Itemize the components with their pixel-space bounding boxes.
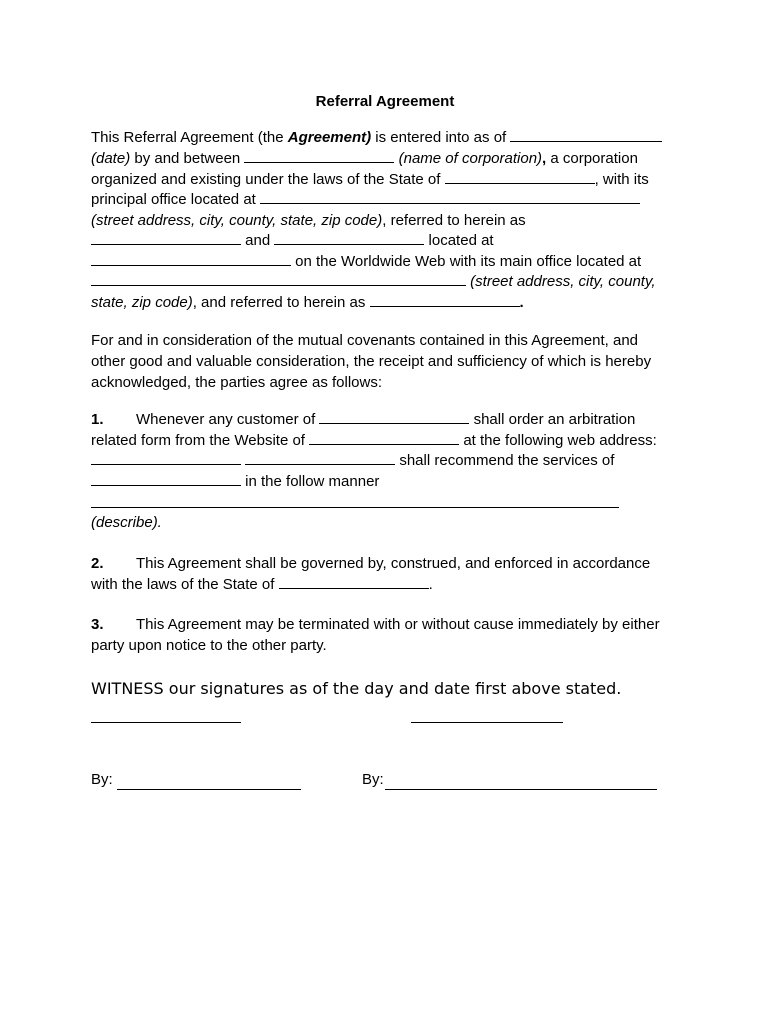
signature-line-right[interactable]	[411, 722, 563, 723]
intro-line-8	[91, 272, 656, 292]
clause1-line-3	[91, 451, 614, 471]
intro-text: is entered into as of	[371, 129, 511, 146]
clause1-line-2	[91, 431, 657, 451]
intro-text: on the Worldwide Web with its main office located at	[291, 253, 642, 270]
state-blank[interactable]	[445, 170, 595, 184]
clause2-line-2	[91, 575, 433, 595]
intro-text: a corporation	[546, 150, 638, 167]
address-hint: (street address, city, county,	[466, 273, 656, 290]
intro-text: , with its	[594, 171, 649, 188]
intro-comma: ,	[542, 150, 547, 167]
clause-text: with the laws of the State of	[91, 576, 279, 593]
address-hint: state, zip code)	[91, 294, 193, 311]
consideration-line-3: acknowledged, the parties agree as follows:	[91, 374, 383, 391]
clause-text: at the following web address:	[459, 432, 657, 449]
consideration-line-1: For and in consideration of the mutual covenants contained in this Agreement, and	[91, 332, 639, 349]
intro-text: principal office located at	[91, 191, 260, 208]
date-hint: (date)	[91, 150, 131, 167]
consideration-line-2: other good and valuable consideration, the receipt and sufficiency of which is hereby	[91, 353, 652, 370]
main-office-blank[interactable]	[91, 272, 466, 286]
clause2-number: 2.	[91, 555, 104, 572]
clause-text: in the follow manner	[241, 473, 380, 490]
website-of-blank[interactable]	[309, 431, 459, 445]
intro-period: .	[519, 294, 524, 311]
intro-line-4	[91, 190, 640, 210]
by-line-right[interactable]	[385, 789, 657, 790]
clause-text: shall recommend the services of	[395, 452, 615, 469]
intro-text: by and between	[130, 150, 245, 167]
customer-of-blank[interactable]	[319, 410, 469, 424]
referred-name-blank-1[interactable]	[91, 231, 241, 245]
intro-line-1	[91, 128, 662, 148]
clause1-line-6	[91, 513, 162, 533]
clause-text: shall order an arbitration	[469, 411, 636, 428]
date-blank[interactable]	[510, 128, 662, 142]
intro-text: , referred to herein as	[382, 212, 526, 229]
address-hint: (street address, city, county, state, zip code)	[91, 212, 383, 229]
manner-description-blank[interactable]	[91, 494, 619, 508]
clause3-line-2: party upon notice to the other party.	[91, 637, 327, 654]
clause-text: Whenever any customer of	[136, 411, 320, 428]
principal-office-blank[interactable]	[260, 190, 640, 204]
intro-text: located at	[424, 232, 494, 249]
by-line-left[interactable]	[117, 789, 301, 790]
clause1-line-4	[91, 472, 379, 492]
corporation-hint: (name of corporation)	[398, 150, 543, 167]
describe-hint: (describe).	[91, 514, 162, 531]
clause3-number: 3.	[91, 616, 104, 633]
by-label-left: By:	[91, 771, 113, 788]
recommender-blank[interactable]	[245, 451, 395, 465]
agreement-term: Agreement)	[287, 129, 372, 146]
signature-line-left[interactable]	[91, 722, 241, 723]
intro-line-7	[91, 252, 641, 272]
clause-text: .	[428, 576, 433, 593]
intro-line-6	[91, 231, 494, 251]
clause1-line-1	[91, 410, 635, 430]
intro-line-2	[91, 149, 638, 169]
referred-name-blank-2[interactable]	[274, 231, 424, 245]
witness-statement: WITNESS our signatures as of the day and date first above stated.	[91, 679, 622, 698]
by-label-right: By:	[362, 771, 384, 788]
document-title: Referral Agreement	[315, 93, 455, 110]
intro-text: and	[241, 232, 275, 249]
web-address-blank[interactable]	[91, 451, 241, 465]
clause3-line-1	[91, 615, 660, 635]
intro-line-5	[91, 211, 526, 231]
intro-line-9	[91, 293, 524, 313]
clause-text: This Agreement may be terminated with or without cause immediately by either	[136, 616, 660, 633]
governing-state-blank[interactable]	[279, 575, 429, 589]
clause-text: related form from the Website of	[91, 432, 310, 449]
clause1-line-5	[91, 494, 619, 514]
clause1-number: 1.	[91, 411, 104, 428]
services-of-blank[interactable]	[91, 472, 241, 486]
clause-text: This Agreement shall be governed by, construed, and enforced in accordance	[136, 555, 651, 572]
intro-text: This Referral Agreement (the	[91, 129, 288, 146]
clause2-line-1	[91, 554, 650, 574]
intro-text: organized and existing under the laws of the State of	[91, 171, 445, 188]
intro-line-3	[91, 170, 649, 190]
corporation-name-blank[interactable]	[244, 149, 394, 163]
intro-text: , and referred to herein as	[192, 294, 370, 311]
web-location-blank[interactable]	[91, 252, 291, 266]
referred-as-blank[interactable]	[370, 293, 520, 307]
